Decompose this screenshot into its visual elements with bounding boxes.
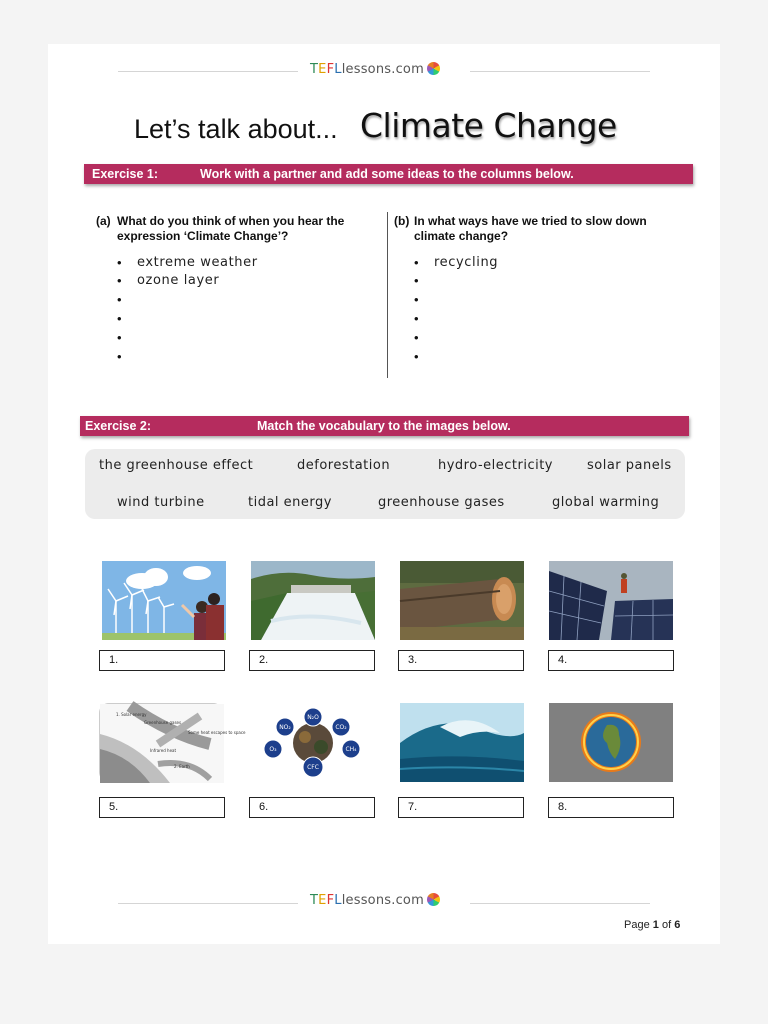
column-divider bbox=[387, 212, 388, 378]
gas-label: CH₄ bbox=[345, 746, 357, 753]
vocab-word: tidal energy bbox=[248, 495, 332, 510]
answer-box-5[interactable]: 5. bbox=[99, 797, 225, 818]
answer-a-1[interactable]: extreme weather bbox=[137, 255, 258, 270]
image-tidal-wave bbox=[400, 703, 524, 782]
exercise2-label: Exercise 2: bbox=[85, 419, 152, 433]
answer-a-2[interactable]: ozone layer bbox=[137, 273, 220, 288]
answer-box-3[interactable]: 3. bbox=[398, 650, 524, 671]
footer-logo: TEFLlessons.com bbox=[310, 893, 440, 908]
vocab-word: wind turbine bbox=[117, 495, 205, 510]
bullet: • bbox=[414, 311, 419, 326]
globe-icon bbox=[427, 893, 440, 906]
diagram-label: Greenhouse gases bbox=[144, 720, 182, 725]
exercise1-instruction: Work with a partner and add some ideas to the columns below. bbox=[200, 167, 574, 181]
vocab-word: hydro-electricity bbox=[438, 458, 553, 473]
answer-b-1[interactable]: recycling bbox=[434, 255, 499, 270]
image-felled-tree bbox=[400, 561, 524, 640]
header-logo: TEFLlessons.com bbox=[310, 62, 440, 77]
answer-box-8[interactable]: 8. bbox=[548, 797, 674, 818]
image-burning-earth bbox=[549, 703, 673, 782]
vocab-word: solar panels bbox=[587, 458, 672, 473]
gas-label: CFC bbox=[307, 764, 319, 771]
vocab-word: the greenhouse effect bbox=[99, 458, 254, 473]
gas-label: N₂O bbox=[307, 714, 319, 721]
exercise1-label: Exercise 1: bbox=[92, 167, 159, 181]
question-b: In what ways have we tried to slow down climate change? bbox=[414, 214, 647, 243]
header-rule-right bbox=[470, 71, 650, 72]
exercise1-header bbox=[84, 164, 693, 184]
diagram-label: 2. Earth bbox=[174, 764, 190, 769]
bullet: • bbox=[414, 330, 419, 345]
gas-label: CO₂ bbox=[335, 724, 347, 731]
image-hydro-dam bbox=[251, 561, 375, 640]
footer-rule-right bbox=[470, 903, 650, 904]
footer-rule-left bbox=[118, 903, 298, 904]
exercise2-instruction: Match the vocabulary to the images below. bbox=[257, 419, 511, 433]
page-title: Climate Change bbox=[360, 106, 617, 145]
answer-box-7[interactable]: 7. bbox=[398, 797, 524, 818]
image-greenhouse-effect-diagram bbox=[99, 703, 246, 782]
bullet: • bbox=[414, 349, 419, 364]
image-wind-turbines bbox=[102, 561, 226, 640]
exercise2-header bbox=[80, 416, 689, 436]
question-a: What do you think of when you hear the expression ‘Climate Change’? bbox=[117, 214, 345, 243]
diagram-label: Infrared heat bbox=[150, 748, 177, 753]
globe-icon bbox=[427, 62, 440, 75]
page-number: Page 1 of 6 bbox=[624, 919, 681, 931]
bullet: • bbox=[117, 349, 122, 364]
bullet: • bbox=[117, 330, 122, 345]
bullet: • bbox=[117, 273, 122, 288]
vocab-word: deforestation bbox=[297, 458, 391, 473]
bullet: • bbox=[117, 311, 122, 326]
answer-box-2[interactable]: 2. bbox=[249, 650, 375, 671]
diagram-label: Some heat escapes to space bbox=[188, 730, 246, 735]
diagram-label: 1. Solar energy bbox=[116, 712, 147, 717]
header-rule-left bbox=[118, 71, 298, 72]
bullet: • bbox=[414, 292, 419, 307]
image-solar-panels bbox=[549, 561, 673, 640]
bullet: • bbox=[117, 255, 122, 270]
vocab-word: global warming bbox=[552, 495, 660, 510]
gas-label: NO₂ bbox=[279, 724, 291, 731]
bullet: • bbox=[117, 292, 122, 307]
title-prefix: Let’s talk about... bbox=[134, 114, 338, 144]
vocab-word: greenhouse gases bbox=[378, 495, 505, 510]
bullet: • bbox=[414, 273, 419, 288]
image-greenhouse-gases bbox=[251, 703, 375, 782]
question-b-marker: (b) bbox=[394, 214, 410, 228]
bullet: • bbox=[414, 255, 419, 270]
question-a-marker: (a) bbox=[96, 214, 111, 228]
answer-box-4[interactable]: 4. bbox=[548, 650, 674, 671]
answer-box-1[interactable]: 1. bbox=[99, 650, 225, 671]
gas-label: O₃ bbox=[269, 746, 277, 753]
answer-box-6[interactable]: 6. bbox=[249, 797, 375, 818]
